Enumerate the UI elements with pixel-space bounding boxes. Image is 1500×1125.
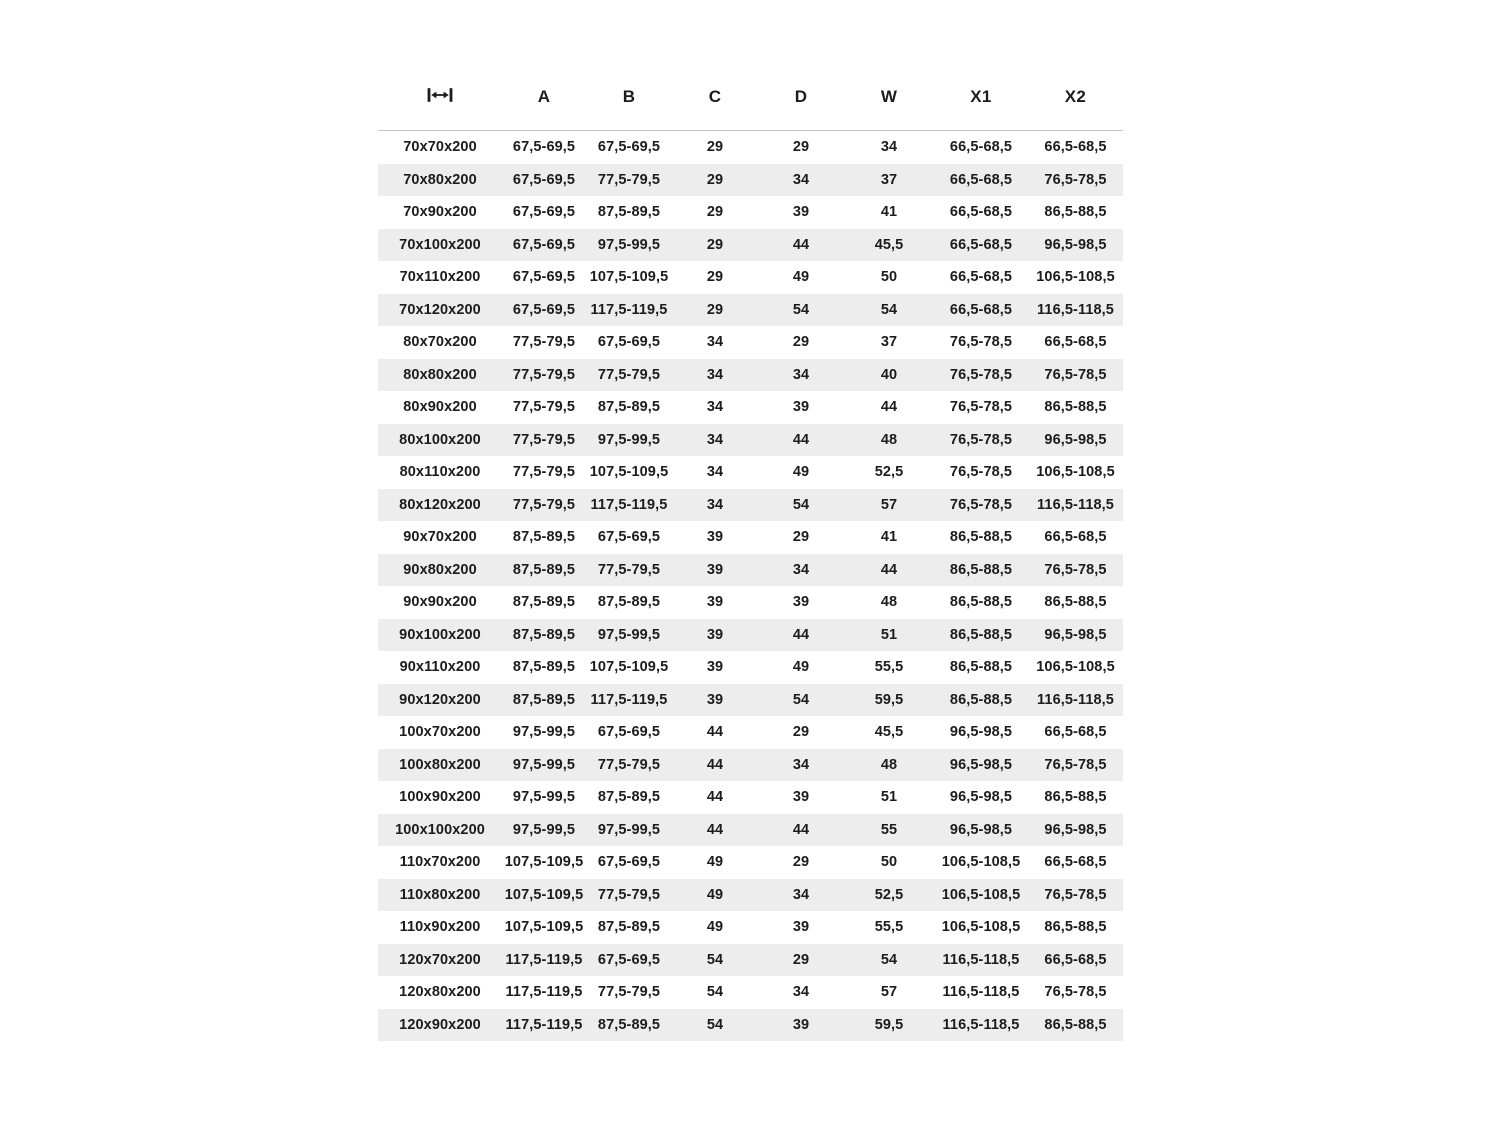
value-cell: 66,5-68,5 (949, 269, 1013, 285)
value-cell: 86,5-88,5 (934, 554, 1028, 587)
value-cell: 39 (672, 684, 758, 717)
value-cell: 66,5-68,5 (1044, 139, 1107, 155)
value-cell: 76,5-78,5 (1028, 554, 1123, 587)
value-cell: 76,5-78,5 (949, 399, 1013, 415)
value-cell: 87,5-89,5 (597, 399, 661, 415)
size-cell: 120x70x200 (378, 944, 502, 977)
value-cell: 44 (672, 749, 758, 782)
value-cell: 54 (706, 984, 724, 1000)
size-cell: 90x110x200 (399, 659, 481, 675)
value-cell: 45,5 (844, 229, 934, 262)
value-cell: 54 (758, 294, 844, 327)
value-cell: 49 (792, 464, 810, 480)
value-cell: 107,5-109,5 (504, 919, 584, 935)
value-cell: 87,5-89,5 (512, 594, 576, 610)
value-cell: 67,5-69,5 (502, 294, 586, 327)
value-cell: 49 (706, 919, 724, 935)
value-cell: 87,5-89,5 (597, 919, 661, 935)
value-cell: 87,5-89,5 (597, 789, 661, 805)
value-cell: 76,5-78,5 (934, 489, 1028, 522)
value-cell: 106,5-108,5 (941, 919, 1021, 935)
value-cell: 34 (792, 984, 810, 1000)
value-cell: 44 (758, 424, 844, 457)
column-header-d: D (758, 64, 844, 131)
value-cell: 34 (672, 489, 758, 522)
value-cell: 39 (706, 594, 724, 610)
value-cell: 37 (880, 334, 898, 350)
value-cell: 29 (792, 139, 810, 155)
value-cell: 39 (758, 1009, 844, 1042)
value-cell: 44 (706, 789, 724, 805)
value-cell: 50 (880, 269, 898, 285)
value-cell: 77,5-79,5 (597, 984, 661, 1000)
value-cell: 76,5-78,5 (949, 464, 1013, 480)
value-cell: 51 (880, 789, 898, 805)
value-cell: 107,5-109,5 (589, 464, 669, 480)
dimension-table-container (378, 64, 1123, 1041)
value-cell: 97,5-99,5 (586, 229, 672, 262)
value-cell: 40 (844, 359, 934, 392)
value-cell: 39 (792, 399, 810, 415)
value-cell: 76,5-78,5 (1028, 749, 1123, 782)
width-dimension-icon (427, 87, 453, 108)
table-row (378, 684, 1123, 717)
value-cell: 96,5-98,5 (1028, 424, 1123, 457)
value-cell: 66,5-68,5 (1044, 334, 1107, 350)
value-cell: 96,5-98,5 (934, 749, 1028, 782)
value-cell: 116,5-118,5 (942, 984, 1020, 1000)
table-row (378, 359, 1123, 392)
value-cell: 87,5-89,5 (586, 1009, 672, 1042)
value-cell: 86,5-88,5 (1044, 204, 1107, 220)
value-cell: 66,5-68,5 (949, 204, 1013, 220)
value-cell: 49 (792, 269, 810, 285)
size-cell: 100x90x200 (399, 789, 481, 805)
value-cell: 44 (706, 724, 724, 740)
value-cell: 97,5-99,5 (586, 424, 672, 457)
table-row (378, 131, 1123, 164)
value-cell: 87,5-89,5 (502, 619, 586, 652)
table-row (378, 619, 1123, 652)
table-row (378, 814, 1123, 847)
value-cell: 76,5-78,5 (934, 424, 1028, 457)
size-cell: 120x80x200 (399, 984, 481, 1000)
value-cell: 86,5-88,5 (934, 684, 1028, 717)
value-cell: 117,5-119,5 (502, 944, 586, 977)
size-cell: 100x70x200 (399, 724, 481, 740)
value-cell: 34 (706, 334, 724, 350)
size-cell: 80x100x200 (378, 424, 502, 457)
size-cell: 80x80x200 (378, 359, 502, 392)
value-cell: 116,5-118,5 (1028, 489, 1123, 522)
value-cell: 76,5-78,5 (1028, 879, 1123, 912)
value-cell: 106,5-108,5 (934, 879, 1028, 912)
value-cell: 96,5-98,5 (949, 724, 1013, 740)
value-cell: 39 (792, 594, 810, 610)
value-cell: 117,5-119,5 (586, 294, 672, 327)
value-cell: 29 (792, 334, 810, 350)
value-cell: 54 (672, 944, 758, 977)
value-cell: 67,5-69,5 (597, 529, 661, 545)
size-cell: 90x120x200 (378, 684, 502, 717)
value-cell: 29 (706, 204, 724, 220)
size-cell: 80x120x200 (378, 489, 502, 522)
table-row (378, 944, 1123, 977)
value-cell: 77,5-79,5 (586, 554, 672, 587)
value-cell: 97,5-99,5 (502, 749, 586, 782)
value-cell: 67,5-69,5 (512, 204, 576, 220)
value-cell: 87,5-89,5 (512, 529, 576, 545)
value-cell: 76,5-78,5 (1028, 359, 1123, 392)
value-cell: 77,5-79,5 (586, 879, 672, 912)
table-header (378, 64, 1123, 131)
value-cell: 49 (672, 879, 758, 912)
value-cell: 29 (792, 854, 810, 870)
value-cell: 67,5-69,5 (502, 164, 586, 197)
value-cell: 107,5-109,5 (589, 659, 669, 675)
value-cell: 39 (792, 919, 810, 935)
column-header-a: A (502, 64, 586, 131)
value-cell: 66,5-68,5 (934, 294, 1028, 327)
table-row (378, 911, 1123, 944)
value-cell: 97,5-99,5 (586, 814, 672, 847)
value-cell: 77,5-79,5 (502, 489, 586, 522)
value-cell: 86,5-88,5 (934, 619, 1028, 652)
value-cell: 77,5-79,5 (586, 164, 672, 197)
size-cell: 90x90x200 (403, 594, 477, 610)
value-cell: 86,5-88,5 (1044, 919, 1107, 935)
value-cell: 54 (844, 944, 934, 977)
value-cell: 44 (844, 554, 934, 587)
column-header-x1: X1 (934, 64, 1028, 131)
size-cell: 70x90x200 (403, 204, 477, 220)
value-cell: 66,5-68,5 (1044, 529, 1107, 545)
value-cell: 34 (758, 359, 844, 392)
value-cell: 57 (880, 984, 898, 1000)
size-cell: 70x70x200 (403, 139, 477, 155)
size-cell: 110x70x200 (399, 854, 481, 870)
value-cell: 29 (672, 164, 758, 197)
size-cell: 120x90x200 (378, 1009, 502, 1042)
value-cell: 50 (880, 854, 898, 870)
value-cell: 55 (844, 814, 934, 847)
size-cell: 70x100x200 (378, 229, 502, 262)
value-cell: 34 (758, 749, 844, 782)
value-cell: 97,5-99,5 (512, 789, 576, 805)
size-cell: 70x80x200 (378, 164, 502, 197)
column-header-c: C (672, 64, 758, 131)
value-cell: 39 (792, 789, 810, 805)
value-cell: 76,5-78,5 (934, 359, 1028, 392)
value-cell: 34 (758, 164, 844, 197)
value-cell: 106,5-108,5 (1036, 464, 1115, 480)
value-cell: 86,5-88,5 (1028, 1009, 1123, 1042)
value-cell: 86,5-88,5 (1044, 789, 1107, 805)
value-cell: 39 (672, 619, 758, 652)
value-cell: 87,5-89,5 (512, 659, 576, 675)
value-cell: 48 (880, 594, 898, 610)
table-row (378, 586, 1123, 619)
value-cell: 44 (758, 229, 844, 262)
value-cell: 67,5-69,5 (512, 139, 576, 155)
value-cell: 52,5 (874, 464, 904, 480)
value-cell: 86,5-88,5 (1044, 399, 1107, 415)
table-row (378, 1009, 1123, 1042)
value-cell: 67,5-69,5 (597, 139, 661, 155)
value-cell: 59,5 (844, 1009, 934, 1042)
value-cell: 116,5-118,5 (1028, 294, 1123, 327)
value-cell: 97,5-99,5 (586, 619, 672, 652)
value-cell: 34 (672, 359, 758, 392)
value-cell: 106,5-108,5 (941, 854, 1021, 870)
value-cell: 96,5-98,5 (949, 789, 1013, 805)
value-cell: 106,5-108,5 (1036, 269, 1115, 285)
value-cell: 77,5-79,5 (502, 359, 586, 392)
value-cell: 44 (758, 619, 844, 652)
value-cell: 59,5 (844, 684, 934, 717)
table-row (378, 716, 1123, 749)
table-row (378, 424, 1123, 457)
value-cell: 29 (758, 944, 844, 977)
value-cell: 54 (844, 294, 934, 327)
table-row (378, 196, 1123, 229)
size-cell: 90x100x200 (378, 619, 502, 652)
value-cell: 39 (706, 659, 724, 675)
value-cell: 67,5-69,5 (502, 229, 586, 262)
table-row (378, 489, 1123, 522)
value-cell: 67,5-69,5 (586, 944, 672, 977)
value-cell: 77,5-79,5 (512, 399, 576, 415)
value-cell: 87,5-89,5 (502, 684, 586, 717)
table-body (378, 131, 1123, 1042)
value-cell: 34 (880, 139, 898, 155)
value-cell: 86,5-88,5 (1044, 594, 1107, 610)
value-cell: 34 (706, 464, 724, 480)
value-cell: 66,5-68,5 (934, 164, 1028, 197)
size-cell: 90x70x200 (403, 529, 477, 545)
value-cell: 29 (792, 724, 810, 740)
value-cell: 41 (880, 529, 898, 545)
value-cell: 117,5-119,5 (586, 489, 672, 522)
value-cell: 116,5-118,5 (934, 1009, 1028, 1042)
value-cell: 29 (706, 269, 724, 285)
column-header-x2: X2 (1028, 64, 1123, 131)
value-cell: 54 (672, 1009, 758, 1042)
value-cell: 117,5-119,5 (505, 984, 583, 1000)
table-row (378, 164, 1123, 197)
value-cell: 29 (672, 229, 758, 262)
value-cell: 77,5-79,5 (586, 749, 672, 782)
table-row (378, 781, 1123, 814)
value-cell: 67,5-69,5 (597, 854, 661, 870)
value-cell: 49 (792, 659, 810, 675)
value-cell: 116,5-118,5 (934, 944, 1028, 977)
value-cell: 45,5 (874, 724, 904, 740)
value-cell: 66,5-68,5 (949, 139, 1013, 155)
table-row (378, 326, 1123, 359)
value-cell: 34 (706, 399, 724, 415)
value-cell: 87,5-89,5 (597, 594, 661, 610)
value-cell: 44 (672, 814, 758, 847)
size-cell: 70x110x200 (399, 269, 481, 285)
value-cell: 96,5-98,5 (934, 814, 1028, 847)
value-cell: 66,5-68,5 (934, 229, 1028, 262)
size-cell: 110x80x200 (378, 879, 502, 912)
table-row (378, 521, 1123, 554)
value-cell: 66,5-68,5 (1028, 944, 1123, 977)
value-cell: 67,5-69,5 (597, 334, 661, 350)
column-header-b: B (586, 64, 672, 131)
value-cell: 97,5-99,5 (512, 724, 576, 740)
table-row (378, 391, 1123, 424)
value-cell: 107,5-109,5 (502, 879, 586, 912)
table-row (378, 229, 1123, 262)
value-cell: 39 (706, 529, 724, 545)
value-cell: 39 (792, 204, 810, 220)
size-cell: 100x100x200 (378, 814, 502, 847)
value-cell: 37 (844, 164, 934, 197)
value-cell: 86,5-88,5 (949, 594, 1013, 610)
value-cell: 55,5 (874, 659, 904, 675)
value-cell: 48 (844, 424, 934, 457)
value-cell: 76,5-78,5 (1028, 164, 1123, 197)
table-row (378, 846, 1123, 879)
value-cell: 117,5-119,5 (586, 684, 672, 717)
size-cell: 100x80x200 (378, 749, 502, 782)
value-cell: 51 (844, 619, 934, 652)
value-cell: 76,5-78,5 (1044, 984, 1107, 1000)
column-header-w: W (844, 64, 934, 131)
value-cell: 77,5-79,5 (502, 424, 586, 457)
value-cell: 39 (672, 554, 758, 587)
value-cell: 107,5-109,5 (589, 269, 669, 285)
value-cell: 87,5-89,5 (502, 554, 586, 587)
table-row (378, 554, 1123, 587)
table-header-row (378, 64, 1123, 131)
value-cell: 44 (880, 399, 898, 415)
value-cell: 34 (672, 424, 758, 457)
value-cell: 86,5-88,5 (949, 659, 1013, 675)
value-cell: 97,5-99,5 (502, 814, 586, 847)
value-cell: 49 (706, 854, 724, 870)
table-row (378, 294, 1123, 327)
value-cell: 76,5-78,5 (949, 334, 1013, 350)
table-row (378, 976, 1123, 1009)
value-cell: 66,5-68,5 (1044, 724, 1107, 740)
value-cell: 29 (672, 294, 758, 327)
value-cell: 117,5-119,5 (502, 1009, 586, 1042)
value-cell: 29 (792, 529, 810, 545)
value-cell: 44 (758, 814, 844, 847)
value-cell: 87,5-89,5 (597, 204, 661, 220)
value-cell: 77,5-79,5 (586, 359, 672, 392)
value-cell: 55,5 (874, 919, 904, 935)
value-cell: 106,5-108,5 (1036, 659, 1115, 675)
value-cell: 96,5-98,5 (1028, 814, 1123, 847)
dimension-spec-table (378, 64, 1123, 1041)
value-cell: 96,5-98,5 (1028, 229, 1123, 262)
value-cell: 77,5-79,5 (512, 334, 576, 350)
value-cell: 34 (758, 554, 844, 587)
size-cell: 70x120x200 (378, 294, 502, 327)
size-cell: 90x80x200 (378, 554, 502, 587)
table-row (378, 749, 1123, 782)
size-cell: 80x70x200 (403, 334, 477, 350)
value-cell: 34 (758, 879, 844, 912)
value-cell: 41 (880, 204, 898, 220)
value-cell: 67,5-69,5 (512, 269, 576, 285)
size-column-header (378, 64, 502, 131)
value-cell: 77,5-79,5 (512, 464, 576, 480)
value-cell: 54 (758, 489, 844, 522)
value-cell: 48 (844, 749, 934, 782)
table-row (378, 456, 1123, 489)
value-cell: 29 (706, 139, 724, 155)
value-cell: 66,5-68,5 (1044, 854, 1107, 870)
table-row (378, 261, 1123, 294)
size-cell: 80x110x200 (399, 464, 481, 480)
value-cell: 96,5-98,5 (1028, 619, 1123, 652)
size-cell: 80x90x200 (403, 399, 477, 415)
table-row (378, 651, 1123, 684)
table-row (378, 879, 1123, 912)
size-cell: 110x90x200 (399, 919, 481, 935)
value-cell: 116,5-118,5 (1028, 684, 1123, 717)
value-cell: 54 (758, 684, 844, 717)
value-cell: 57 (844, 489, 934, 522)
value-cell: 67,5-69,5 (597, 724, 661, 740)
value-cell: 52,5 (844, 879, 934, 912)
value-cell: 86,5-88,5 (949, 529, 1013, 545)
value-cell: 107,5-109,5 (504, 854, 584, 870)
